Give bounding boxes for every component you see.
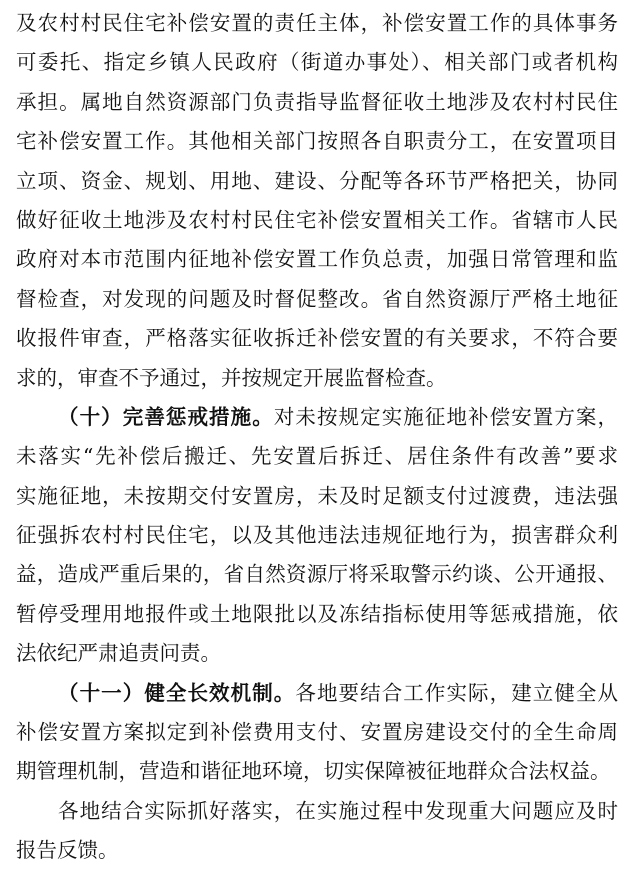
text-line: 实施征地，未按期交付安置房，未及时足额支付过渡费，违法强 (16, 483, 618, 508)
section-heading: （十）完善惩戒措施。 (58, 404, 274, 429)
text-line: 督检查，对发现的问题及时督促整改。省自然资源厅严格土地征 (16, 286, 618, 311)
paragraph-long-term-mechanism (16, 674, 618, 792)
text-line: 益，造成严重后果的，省自然资源厅将采取警示约谈、公开通报、 (16, 562, 618, 587)
text-line: 法依纪严肃追责问责。 (16, 641, 221, 666)
text-line: 未落实“先补偿后搬迁、先安置后拆迁、居住条件有改善”要求 (16, 444, 618, 469)
text-line: 收报件审查，严格落实征收拆迁补偿安置的有关要求，不符合要 (16, 326, 618, 351)
text-line: 立项、资金、规划、用地、建设、分配等各环节严格把关，协同 (16, 168, 618, 193)
paragraph-responsibility (16, 4, 618, 398)
text-line: 暂停受理用地报件或土地限批以及冻结指标使用等惩戒措施，依 (16, 601, 618, 626)
text-line: 承担。属地自然资源部门负责指导监督征收土地涉及农村村民住 (16, 89, 618, 114)
text-line: 可委托、指定乡镇人民政府（街道办事处）、相关部门或者机构 (16, 50, 618, 75)
text-line (16, 398, 618, 437)
text-span: 对未按规定实施征地补偿安置方案， (273, 404, 619, 429)
text-span: 各地要结合工作实际，建立健全从 (295, 680, 619, 705)
text-line: 及农村村民住宅补偿安置的责任主体，补偿安置工作的具体事务 (16, 11, 618, 35)
text-line: 做好征收土地涉及农村村民住宅补偿安置相关工作。省辖市人民 (16, 207, 618, 232)
text-line: 宅补偿安置工作。其他相关部门按照各自职责分工，在安置项目 (16, 129, 618, 154)
text-line: 报告反馈。 (16, 838, 119, 863)
document-page (16, 4, 618, 871)
text-line: 期管理机制，营造和谐征地环境，切实保障被征地群众合法权益。 (16, 759, 611, 784)
text-line: 征强拆农村村民住宅，以及其他违法违规征地行为，损害群众利 (16, 523, 618, 548)
text-line: 各地结合实际抓好落实，在实施过程中发现重大问题应及时 (58, 798, 618, 823)
paragraph-implementation (16, 792, 618, 871)
text-line: 求的，审查不予通过，并按规定开展监督检查。 (16, 365, 447, 390)
text-line (16, 674, 618, 713)
text-line: 补偿安置方案拟定到补偿费用支付、安置房建设交付的全生命周 (16, 720, 618, 745)
paragraph-penalty-measures (16, 398, 618, 674)
section-heading: （十一）健全长效机制。 (58, 680, 296, 705)
text-line: 政府对本市范围内征地补偿安置工作负总责，加强日常管理和监 (16, 247, 618, 272)
